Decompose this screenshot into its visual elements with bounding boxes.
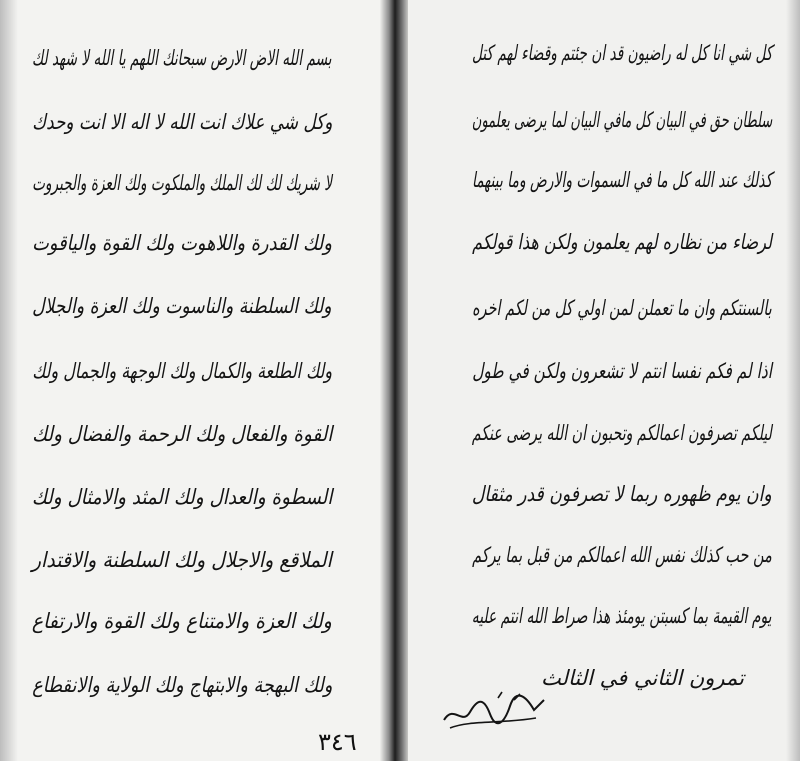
text-line: ولك العزة والامتناع ولك القوة والارتفاع — [32, 609, 332, 633]
text-line: من حب كذلك نفس الله اعمالكم من قبل بما يركم — [472, 543, 772, 567]
left-page-edge — [0, 0, 18, 761]
book-gutter — [380, 0, 410, 761]
text-line: كل شي انا كل له راضيون قد ان جئتم وقضاء لهم كتل — [471, 41, 772, 65]
text-line: وان يوم ظهوره ربما لا تصرفون قدر مثقال — [472, 482, 772, 506]
text-line: ولك الطلعة والكمال ولك الوجهة والجمال ولك — [32, 359, 332, 383]
left-page — [0, 0, 388, 761]
signature-scribble — [440, 690, 550, 732]
text-line: لرضاء من نظاره لهم يعلمون ولكن هذا قولكم — [472, 230, 772, 254]
text-line: السطوة والعدال ولك المثد والامثال ولك — [31, 485, 332, 509]
text-line: سلطان حق في البيان كل مافي البيان لما يرضى يعلمون — [471, 108, 772, 132]
text-line: بسم الله الاض الارض سبحانك اللهم يا الله لا شهد لك — [32, 46, 332, 70]
text-line: ولك السلطنة والناسوت ولك العزة والجلال — [32, 294, 332, 318]
text-line: تمرون الثاني في الثالث — [540, 666, 744, 690]
text-line: يوم القيمة بما كسبتن يومئذ هذا صراط الله انتم عليه — [472, 604, 772, 628]
text-line: القوة والفعال ولك الرحمة والفضال ولك — [31, 422, 332, 446]
text-line: الملاقع والاجلال ولك السلطنة والاقتدار — [31, 548, 332, 572]
right-page-edge — [786, 0, 800, 761]
right-page — [408, 0, 800, 761]
page-number: ٣٤٦ — [318, 728, 357, 756]
text-line: بالسنتكم وان ما تعملن لمن اولي كل من لكم اخره — [472, 296, 772, 320]
text-line: وكل شي علاك انت الله لا اله الا انت وحدك — [31, 110, 332, 134]
text-line: ولك البهجة والابتهاج ولك الولاية والانقطاع — [31, 673, 332, 697]
text-line: ليلكم تصرفون اعمالكم وتحبون ان الله يرضى عنكم — [471, 421, 772, 445]
text-line: كذلك عند الله كل ما في السموات والارض وما بينهما — [471, 168, 772, 192]
text-line: ولك القدرة واللاهوت ولك القوة والياقوت — [32, 231, 332, 255]
text-line: لا شريك لك لك الملك والملكوت ولك العزة والجبروت — [32, 171, 332, 195]
text-line: اذا لم فكم نفسا انتم لا تشعرون ولكن في طول — [472, 359, 772, 383]
